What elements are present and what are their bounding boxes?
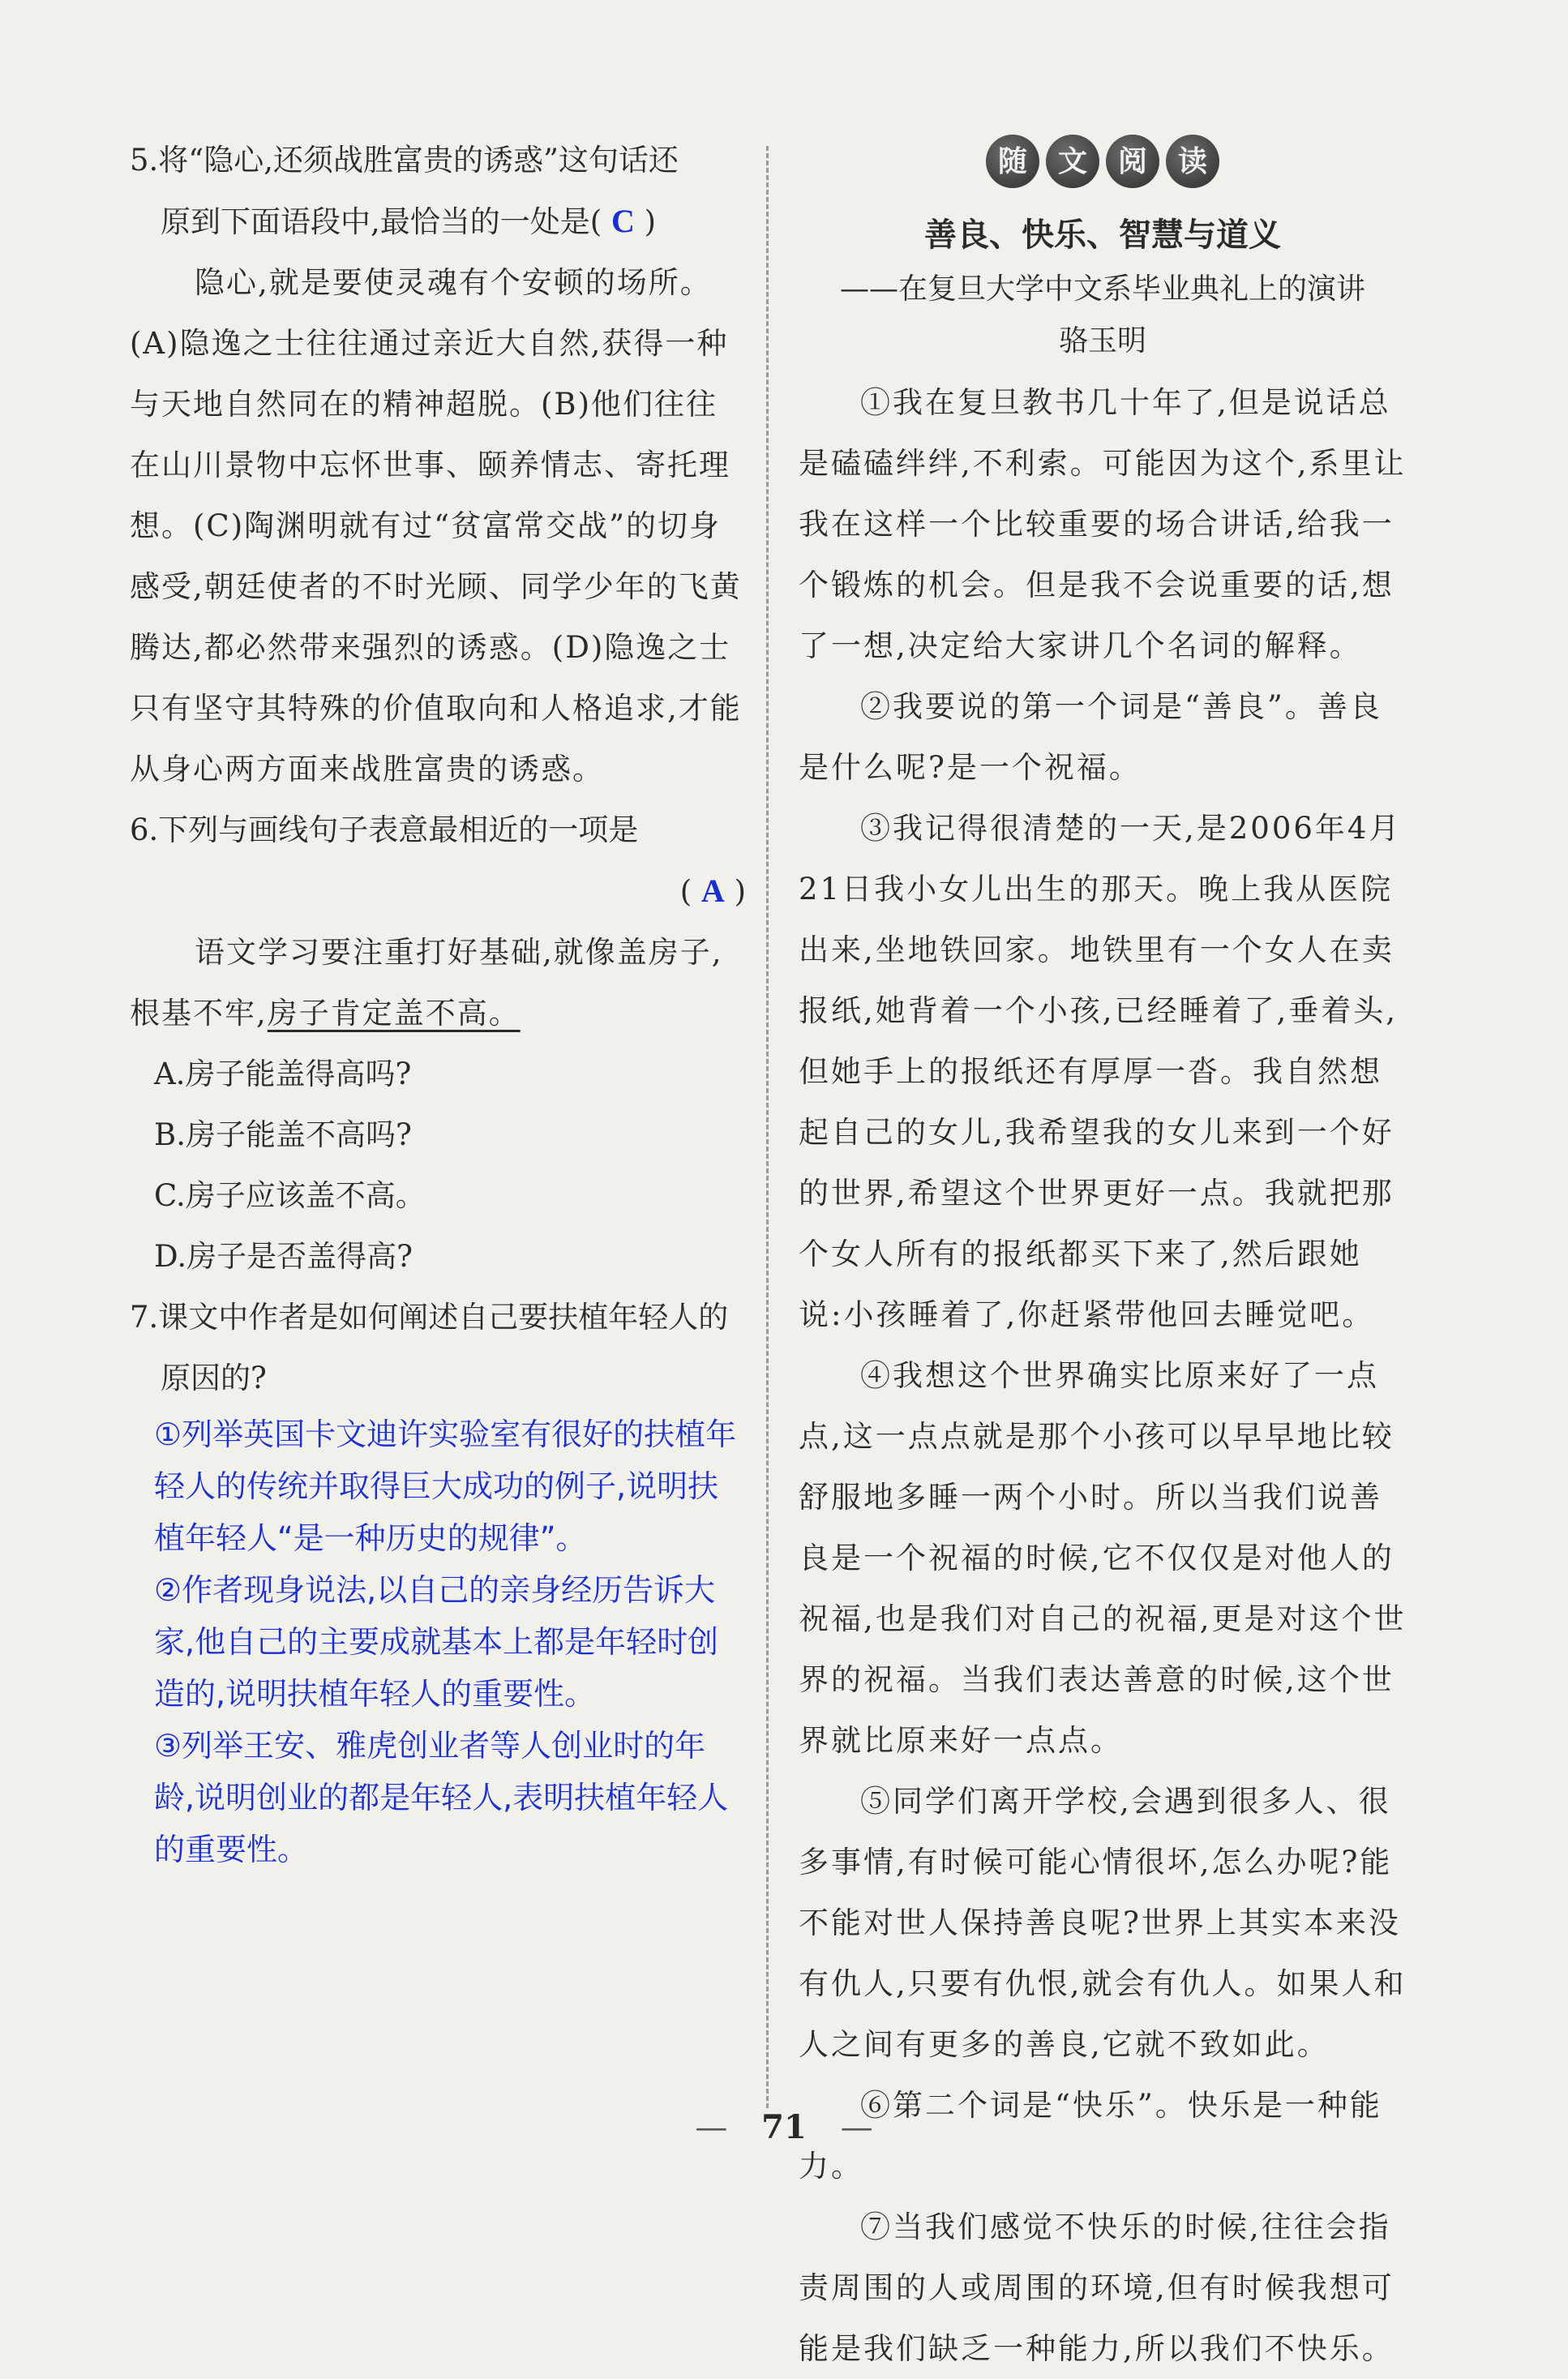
article-paragraph-4: ④我想这个世界确实比原来好了一点点,这一点点就是那个小孩可以早早地比较舒服地多睡一两个小时。所以当我们说善良是一个祝福的时候,它不仅仅是对他人的祝福,也是我们对自己的祝福,更是对这个世界的祝福。当我们表达善意的时候,这个世界就比原来好一点点。 bbox=[799, 1358, 1407, 1758]
banner-char-3: 阅 bbox=[1106, 135, 1159, 188]
right-column bbox=[799, 130, 1407, 2379]
option-b: B.房子能盖不高吗? bbox=[154, 1117, 412, 1152]
banner-char-2: 文 bbox=[1046, 135, 1099, 188]
question-6-stem: 6.下列与画线句子表意最相近的一项是 bbox=[130, 812, 639, 847]
article-paragraph-3: ③我记得很清楚的一天,是2006年4月21日我小女儿出生的那天。晚上我从医院出来,坐地铁回家。地铁里有一个女人在卖报纸,她背着一个小孩,已经睡着了,垂着头,但她手上的报纸还有厚厚一沓。我自然想起自己的女儿,我希望我的女儿来到一个好的世界,希望这个世界更好一点。我就把那个女人所有的报纸都买下来了,然后跟她说:小孩睡着了,你赶紧带他回去睡觉吧。 bbox=[799, 811, 1402, 1332]
question-6-quote bbox=[130, 922, 746, 1044]
option-a: A.房子能盖得高吗? bbox=[154, 1057, 412, 1091]
column-divider bbox=[766, 146, 769, 2108]
article-title: 善良、快乐、智慧与道义 bbox=[924, 216, 1281, 254]
option-c: C.房子应该盖不高。 bbox=[154, 1178, 426, 1213]
footer-dash-left: — bbox=[695, 2109, 728, 2146]
article-subtitle: ——在复旦大学中文系毕业典礼上的演讲 bbox=[839, 272, 1365, 306]
question-7 bbox=[130, 1287, 746, 1875]
article-paragraph-1: ①我在复旦教书几十年了,但是说话总是磕磕绊绊,不利索。可能因为这个,系里让我在这样一个比较重要的场合讲话,给我一个锻炼的机会。但是我不会说重要的话,想了一想,决定给大家讲几个名词的解释。 bbox=[799, 385, 1407, 663]
page-number: 71 bbox=[761, 2108, 807, 2146]
question-7-answer-2: ②作者现身说法,以自己的亲身经历告诉大家,他自己的主要成就基本上都是年轻时创造的,说明扶植年轻人的重要性。 bbox=[154, 1572, 719, 1712]
reading-banner bbox=[799, 130, 1407, 207]
question-7-answer-3: ③列举王安、雅虎创业者等人创业时的年龄,说明创业的都是年轻人,表明扶植年轻人的重要性。 bbox=[154, 1728, 729, 1867]
article-author: 骆玉明 bbox=[1058, 324, 1146, 358]
question-5-passage: 隐心,就是要使灵魂有个安顿的场所。(A)隐逸之士往往通过亲近大自然,获得一种与天地自然同在的精神超脱。(B)他们往往在山川景物中忘怀世事、颐养情志、寄托理想。(C)陶渊明就有过“贫富常交战”的切身感受,朝廷使者的不时光顾、同学少年的飞黄腾达,都必然带来强烈的诱惑。(D)隐逸之士只有坚守其特殊的价值取向和人格追求,才能从身心两方面来战胜富贵的诱惑。 bbox=[130, 265, 742, 787]
question-6-bracket-open: ( bbox=[679, 874, 692, 909]
option-d: D.房子是否盖得高? bbox=[154, 1239, 413, 1274]
banner-char-1: 随 bbox=[986, 135, 1039, 188]
question-6-answer: A bbox=[700, 872, 725, 909]
question-7-stem: 7.课文中作者是如何阐述自己要扶植年轻人的原因的? bbox=[130, 1300, 729, 1395]
question-5-stem-line-1: 5.将“隐心,还须战胜富贵的诱惑”这句话还 bbox=[130, 143, 679, 178]
question-6-answer-line bbox=[130, 860, 746, 922]
footer-dash-right: — bbox=[840, 2109, 873, 2146]
left-column bbox=[130, 130, 746, 1875]
question-5 bbox=[130, 130, 746, 799]
question-7-answer-1: ①列举英国卡文迪许实验室有很好的扶植年轻人的传统并取得巨大成功的例子,说明扶植年轻人“是一种历史的规律”。 bbox=[154, 1417, 737, 1556]
question-6-bracket-close: ) bbox=[734, 874, 746, 909]
article-paragraph-2: ②我要说的第一个词是“善良”。善良是什么呢?是一个祝福。 bbox=[799, 689, 1382, 785]
article-paragraph-6: ⑥第二个词是“快乐”。快乐是一种能力。 bbox=[799, 2088, 1382, 2184]
question-5-answer: C bbox=[610, 203, 635, 239]
banner-char-4: 读 bbox=[1166, 135, 1219, 188]
article-paragraph-5: ⑤同学们离开学校,会遇到很多人、很多事情,有时候可能心情很坏,怎么办呢?能不能对世人保持善良呢?世界上其实本来没有仇人,只要有仇恨,就会有仇人。如果人和人之间有更多的善良,它就不致如此。 bbox=[799, 1784, 1407, 2062]
question-5-bracket-close: ) bbox=[644, 204, 657, 239]
article-paragraph-7: ⑦当我们感觉不快乐的时候,往往会指责周围的人或周围的环境,但有时候我想可能是我们缺乏一种能力,所以我们不快乐。 bbox=[799, 2210, 1394, 2366]
question-6-quote-text: 语文学习要注重打好基础,就像盖房子,根基不牢, bbox=[130, 935, 723, 1031]
question-5-stem-line-2 bbox=[130, 191, 746, 252]
page-footer bbox=[0, 2108, 1568, 2146]
question-6 bbox=[130, 799, 746, 1287]
question-5-stem-text: 原到下面语段中,最恰当的一处是( bbox=[161, 204, 602, 239]
underlined-sentence: 房子肯定盖不高。 bbox=[267, 996, 521, 1031]
